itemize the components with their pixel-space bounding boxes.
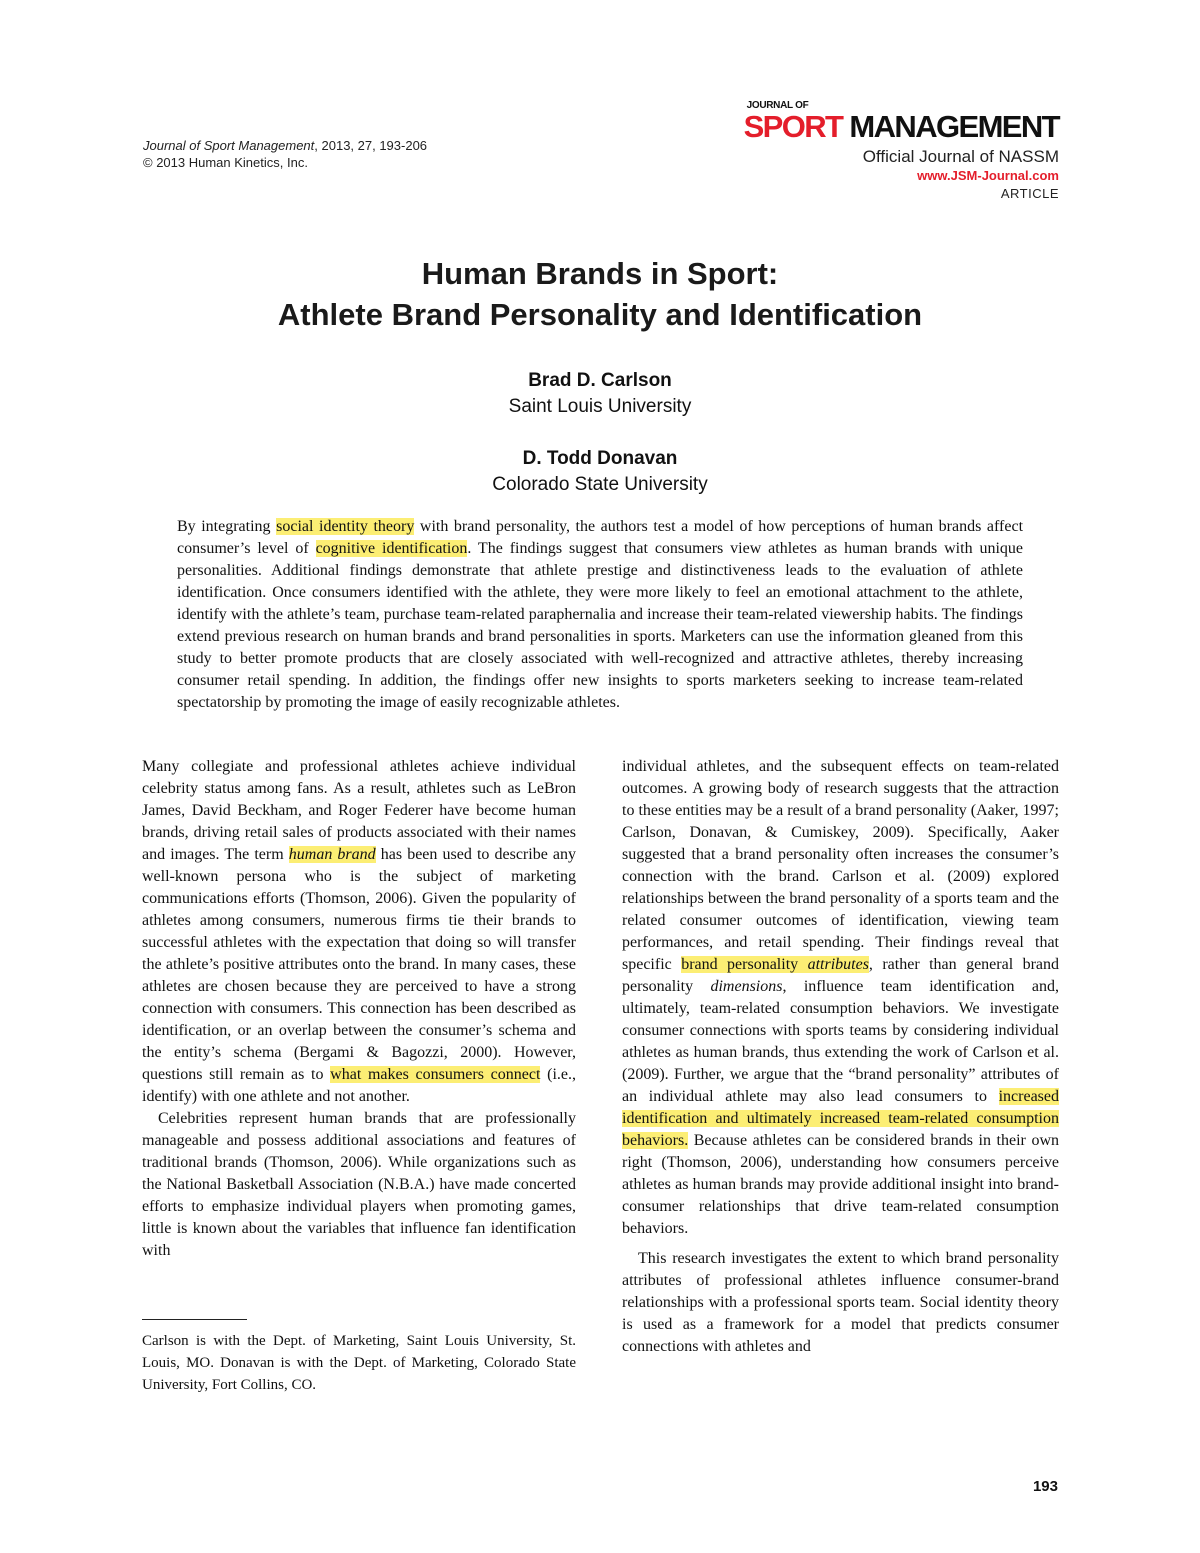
abstract-segment: with brand personality, the authors test a model of how perceptions of human brands affect consumer’s level of — [177, 518, 1024, 557]
text-segment: , rather than general brand personality — [622, 956, 1060, 995]
author-name: D. Todd Donavan — [522, 448, 678, 469]
body-paragraph: This research investigates the extent to which brand personality attributes of professional athletes influence consumer-brand relationships with a professional sports team. Social identity theory is used as a framework for a model that predicts consumer connections with athletes and — [622, 1250, 1059, 1355]
text-segment: (i.e., identify) with one athlete and not another. — [142, 1066, 576, 1105]
emphasis-dimensions: dimensions — [710, 978, 783, 995]
logo-wordmark — [744, 111, 1059, 143]
paper-title — [0, 253, 1200, 335]
author-name: Brad D. Carlson — [528, 370, 672, 391]
body-paragraph — [142, 756, 576, 1108]
logo-journal-of: JOURNAL OF — [746, 100, 809, 111]
author-affiliation: Saint Louis University — [508, 396, 692, 417]
author-affiliation: Colorado State University — [492, 474, 708, 495]
title-line-1: Human Brands in Sport: — [421, 256, 779, 291]
author-1 — [0, 368, 1200, 420]
highlight-human-brand: human brand — [288, 846, 376, 863]
page-number: 193 — [1032, 1478, 1058, 1495]
text-segment: individual athletes, and the subsequent effects on team-related outcomes. A growing body of research suggests that the attraction to these entities may be a result of a brand personality (Aaker, 1997; Carlson, Donavan, & Cumiskey, 2009). Specifically, Aaker suggested that a brand personality often increases the consumer’s connection with the brand. Carlson et al. (2009) explored relationships between the brand personality of a sports team and the related consumer outcomes of identification, viewing team performances, and retail spending. Their findings reveal that specific — [622, 758, 1059, 973]
journal-url-link[interactable]: www.JSM-Journal.com — [917, 168, 1059, 183]
abstract-text — [177, 516, 1023, 714]
text-segment: , influence team identification and, ultimately, team-related consumption behaviors. We investigate consumer connections with sports teams by considering individual athletes as human brands, thus extending the work of Carlson et al. (2009). Further, we argue that the “brand personality” attributes of an individual athlete may also lead consumers to — [622, 978, 1059, 1105]
body-column-left — [142, 756, 576, 1262]
highlight-brand-personality-attributes — [681, 956, 869, 973]
logo-sport: SPORT — [743, 109, 843, 144]
author-2 — [0, 446, 1200, 498]
text-segment: Because athletes can be considered brands in their own right (Thomson, 2006), understanding how consumers perceive athletes as human brands may provide additional insight into brand-consumer relationships that drive team-related consumption behaviors. — [622, 1132, 1059, 1237]
citation-line — [143, 137, 427, 154]
text-segment: Many collegiate and professional athletes achieve individual celebrity status among fans. As a result, athletes such as LeBron James, David Beckham, and Roger Federer have become human brands, driving retail sales of products associated with their names and images. The term — [142, 758, 576, 863]
body-column-right — [622, 756, 1059, 1358]
body-paragraph: Celebrities represent human brands that are professionally manageable and possess additional associations and features of traditional brands (Thomson, 2006). While organizations such as the National Basketball Association (N.B.A.) have made concerted efforts to emphasize individual players when promoting games, little is known about the variables that influence fan identification with — [142, 1110, 576, 1259]
highlight-social-identity-theory: social identity theory — [276, 518, 415, 535]
text-segment: brand personality — [681, 956, 808, 973]
highlight-what-makes-consumers-connect: what makes consumers connect — [330, 1066, 541, 1083]
logo-subtitle: Official Journal of NASSM — [862, 147, 1059, 166]
text-segment: has been used to describe any well-known persona who is the subject of marketing communications efforts (Thomson, 2006). Given the popularity of athletes among consumers, numerous firms tie their brands to successful athletes with the expectation that doing so will transfer the athlete’s positive attributes onto the brand. In many cases, these athletes are chosen because they are perceived to have a strong connection with consumers. This connection has been described as identification, or an overlap between the consumer’s schema and the entity’s schema (Bergami & Bagozzi, 2000). However, questions still remain as to — [142, 846, 577, 1083]
abstract-segment: By integrating — [177, 518, 277, 535]
journal-citation — [143, 137, 427, 171]
body-paragraph — [622, 756, 1059, 1240]
author-footnote: Carlson is with the Dept. of Marketing, Saint Louis University, St. Louis, MO. Donavan is with the Dept. of Marketing, Colorado State University, Fort Collins, CO. — [142, 1333, 576, 1393]
title-line-2: Athlete Brand Personality and Identification — [277, 297, 923, 332]
article-type-label: ARTICLE — [1000, 186, 1059, 201]
citation-details: , 2013, 27, 193-206 — [314, 138, 428, 153]
abstract-segment: . The findings suggest that consumers view athletes as human brands with unique personalities. Additional findings demonstrate that athlete prestige and distinctiveness leads to the evaluation of athlete identification. Once consumers identified with the athlete, they were more likely to feel an emotional attachment to the athlete, identify with the athlete’s team, purchase team-related paraphernalia and increase their team-related viewership habits. The findings extend previous research on human brands and brand personalities in sports. Marketers can use the information gleaned from this study to better promote products that are closely associated with well-recognized and attractive athletes, thereby increasing consumer retail spending. In addition, the findings offer new insights to sports marketers seeking to increase team-related spectatorship by promoting the image of easily recognizable athletes. — [177, 540, 1024, 711]
journal-name: Journal of Sport Management — [143, 138, 315, 153]
copyright-line: © 2013 Human Kinetics, Inc. — [143, 155, 308, 170]
footnote-divider — [142, 1319, 247, 1320]
journal-logo — [744, 100, 1059, 203]
logo-management: MANAGEMENT — [849, 109, 1059, 144]
highlight-increased-identification: increased identification and ultimately increased team-related consumption behaviors. — [622, 1088, 1059, 1149]
highlight-cognitive-identification: cognitive identification — [315, 540, 468, 557]
emphasis-attributes: attributes — [807, 956, 869, 973]
abstract — [177, 516, 1023, 714]
